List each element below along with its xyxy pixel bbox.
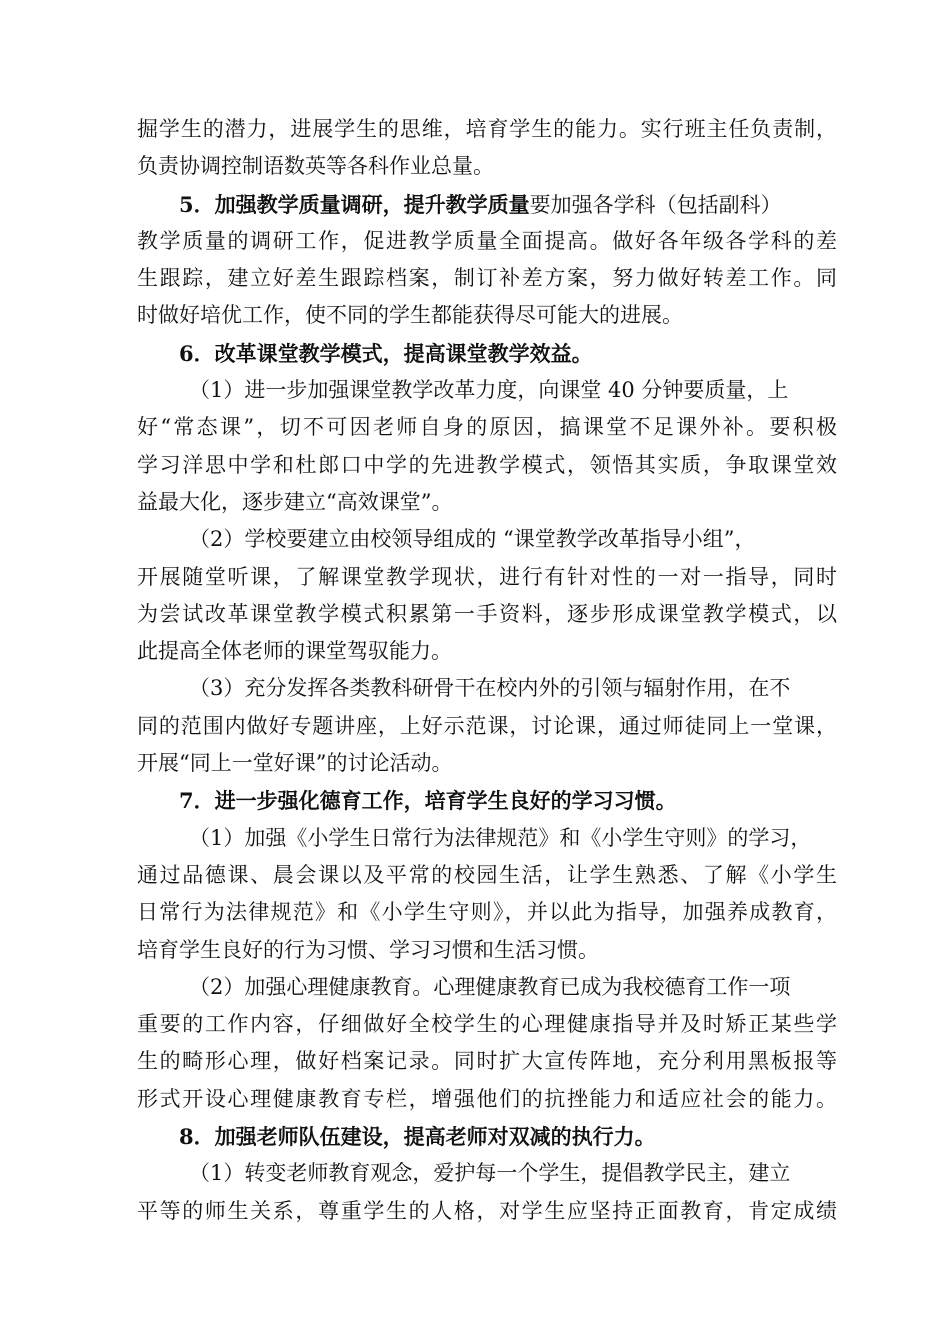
section-heading: 6．改革课堂教学模式，提高课堂教学效益。	[179, 340, 593, 366]
heading-line	[137, 186, 837, 223]
body-line: 同的范围内做好专题讲座，上好示范课，讨论课，通过师徒同上一堂课，	[137, 713, 837, 738]
body-line: 重要的工作内容，仔细做好全校学生的心理健康指导并及时矫正某些学	[137, 1012, 837, 1037]
body-line: 生的畸形心理，做好档案记录。同时扩大宣传阵地，充分利用黑板报等	[137, 1049, 837, 1074]
body-line: （1）进一步加强课堂教学改革力度，向课堂 40 分钟要质量，上	[189, 378, 789, 403]
body-line: 培育学生良好的行为习惯、学习习惯和生活习惯。	[137, 937, 599, 962]
section-heading: 7．进一步强化德育工作，培育学生良好的学习习惯。	[179, 788, 677, 814]
body-line: （2）加强心理健康教育。心理健康教育已成为我校德育工作一项	[189, 974, 791, 999]
body-line: （1）加强《小学生日常行为法律规范》和《小学生守则》的学习，	[189, 825, 812, 850]
body-line: 好“常态课”，切不可因老师自身的原因，搞课堂不足课外补。要积极	[137, 415, 837, 440]
body-line: 通过品德课、晨会课以及平常的校园生活，让学生熟悉、了解《小学生	[137, 862, 837, 887]
body-line: 生跟踪，建立好差生跟踪档案，制订补差方案，努力做好转差工作。同	[137, 266, 837, 291]
body-line: 学习洋思中学和杜郎口中学的先进教学模式，领悟其实质，争取课堂效	[137, 452, 837, 477]
body-line: 负责协调控制语数英等各科作业总量。	[137, 154, 494, 179]
document-body	[137, 111, 837, 1230]
body-line: （2）学校要建立由校领导组成的 “课堂教学改革指导小组”，	[189, 527, 756, 552]
body-line: 益最大化，逐步建立“高效课堂”。	[137, 489, 453, 514]
body-line: 开展“同上一堂好课”的讨论活动。	[137, 751, 453, 776]
section-heading: 8．加强老师队伍建设，提高老师对双减的执行力。	[179, 1124, 656, 1150]
body-text: 要加强各学科（包括副科）	[529, 192, 782, 217]
section-heading: 5．加强教学质量调研，提升教学质量	[179, 191, 530, 217]
body-line: 时做好培优工作，使不同的学生都能获得尽可能大的进展。	[137, 303, 683, 328]
body-line: （1）转变老师教育观念，爱护每一个学生，提倡教学民主，建立	[189, 1161, 791, 1186]
body-line: 为尝试改革课堂教学模式积累第一手资料，逐步形成课堂教学模式，以	[137, 601, 837, 626]
body-line: （3）充分发挥各类教科研骨干在校内外的引领与辐射作用，在不	[189, 676, 791, 701]
body-line: 掘学生的潜力，进展学生的思维，培育学生的能力。实行班主任负责制，	[137, 117, 837, 141]
body-line: 形式开设心理健康教育专栏，增强他们的抗挫能力和适应社会的能力。	[137, 1086, 837, 1111]
body-line: 教学质量的调研工作，促进教学质量全面提高。做好各年级各学科的差	[137, 228, 837, 253]
body-line: 开展随堂听课，了解课堂教学现状，进行有针对性的一对一指导，同时	[137, 564, 837, 589]
body-line: 日常行为法律规范》和《小学生守则》，并以此为指导，加强养成教育，	[137, 900, 837, 925]
body-line: 此提高全体老师的课堂驾驭能力。	[137, 639, 452, 664]
body-line: 平等的师生关系，尊重学生的人格，对学生应坚持正面教育，肯定成绩	[137, 1198, 837, 1223]
